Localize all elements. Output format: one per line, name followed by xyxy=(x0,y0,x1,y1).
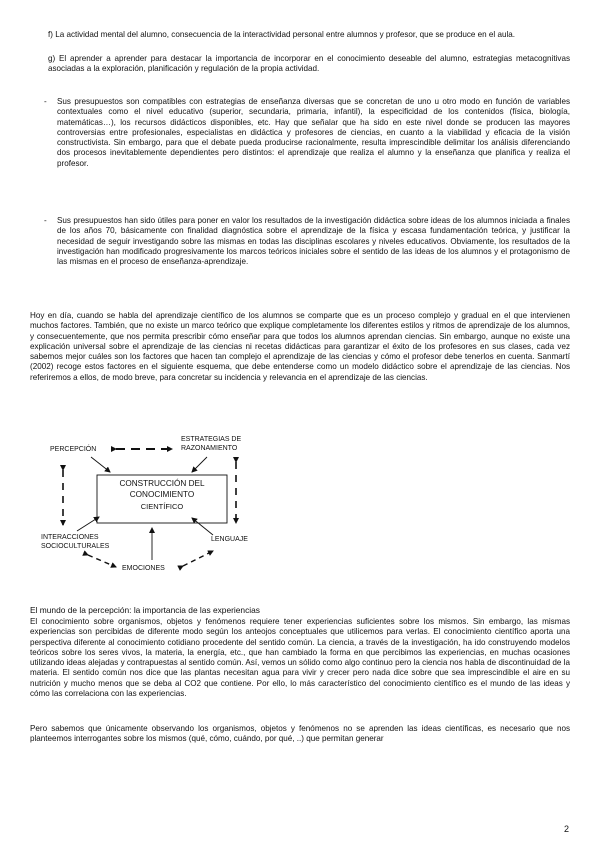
center-label-line2: CONOCIMIENTO xyxy=(129,490,195,499)
page-number: 2 xyxy=(563,824,569,834)
section-heading: El mundo de la percepción: la importancia de las experiencias xyxy=(30,605,260,615)
center-label-line1: CONSTRUCCIÓN DEL xyxy=(119,479,205,488)
paragraph-final: Pero sabemos que únicamente observando los organismos, objetos y fenómenos no se aprenden las ideas científicas, es necesario que nos planteemos interrogantes sobre los mismos (qué, cómo, cuándo, por qué, ..) que permitan generar xyxy=(30,724,570,744)
list-item-f: f) La actividad mental del alumno, consecuencia de la interactividad personal entre alumnos y profesor, que se produce en el aula. xyxy=(48,30,516,39)
arrow-interacciones-emociones xyxy=(88,555,116,567)
bullet-marker: - xyxy=(44,97,47,106)
paragraph-intro: Hoy en día, cuando se habla del aprendizaje científico de los alumnos se comparte que es un proceso complejo y gradual en el que intervienen muchos factores. También, que no existe un marco teórico que explique completamente los diferentes estilos y ritmos de aprendizaje de los alumnos, y consecuentemente, que nos permita prescribir cómo enseñar para que todos los alumnos aprendan ciencias. Sin embargo, aunque no existe una explicación universal sobre el aprendizaje de las ciencias ni recetas didácticas para garantizar el éxito de los profesores en sus clases, cada vez sabemos mejor cuáles son los factores que hacen tan complejo el aprendizaje de las ciencias y cómo el profesor debe tenerlos en cuenta. Sanmartí (2002) recoge estos factores en el siguiente esquema, que debe entenderse como un modelo didáctico sobre el aprendizaje de las ciencias. Nos referiremos a ellos, de modo breve, para concretar su incidencia y relevancia en el aprendizaje de las ciencias. xyxy=(30,311,570,382)
arrow-interacciones-center xyxy=(77,517,99,531)
bullet-compatibles: Sus presupuestos son compatibles con estrategias de enseñanza diversas que se concretan de uno u otro modo en función de variables contextuales como el nivel educativo (superior, secundaria, primaria, infantil), la especificidad de los contenidos (física, biología, matemáticas…), los recursos didácticos disponibles, etc. Hay que señalar que ha sido en este nivel donde se producen las mayores controversias entre profesionales, especialistas en didáctica y profesores de ciencias, en cuanto a la viabilidad y eficacia de la visión constructivista. Sin embargo, para que el debate pueda producirse racionalmente, resulta imprescindible delimitar los análisis diferenciando dos procesos inevitablemente dependientes pero distintos: el aprendizaje que realiza el alumno y la enseñanza que planifica y realiza el profesor. xyxy=(57,97,570,168)
node-lenguaje: LENGUAJE xyxy=(211,536,248,543)
bullet-utiles: Sus presupuestos han sido útiles para poner en valor los resultados de la investigación didáctica sobre ideas de los alumnos iniciada a finales de los años 70, básicamente con finalidad diagnóstica sobre el aprendizaje de la física y escasa fundamentación teórica, y justificar la necesidad de seguir investigando sobre las mismas en todas las disciplinas escolares y niveles educativos. Obviamente, los resultados de la investigación han modificado progresivamente los marcos teóricos iniciales sobre el sentido de las ideas de los alumnos y el protagonismo de las mismas en el proceso de enseñanza-aprendizaje. xyxy=(57,216,570,267)
arrow-estrategias-center xyxy=(192,457,207,472)
node-interacciones-line2: SOCIOCULTURALES xyxy=(41,543,110,550)
node-percepcion: PERCEPCIÓN xyxy=(50,446,97,453)
node-estrategias-line1: ESTRATEGIAS DE xyxy=(181,436,242,443)
arrow-lenguaje-center xyxy=(192,518,213,535)
paragraph-percepcion: El conocimiento sobre organismos, objetos y fenómenos requiere tener experiencias suficientes sobre los mismos. Sin embargo, las mismas experiencias son percibidas de diferente modo según los anteojos conceptuales que utilicemos para verlas. El conocimiento científico aporta una perspectiva diferente al conocimiento cotidiano procedente del sentido común. La ciencia, a través de la investigación, ha ido construyendo modelos teóricos sobre los seres vivos, la materia, la energía, etc., que han cambiado la forma en que percibimos las experiencias, en muchas ocasiones utilizando ideas alejadas y contrapuestas al sentido común. Así, vemos un sólido como algo continuo pero la ciencia nos habla de discontinuidad de la materia. El sentido común nos dice que las plantas necesitan agua para vivir y crecer pero nada dice sobre que sea imprescindible el aire en su nutrición y mucho menos que se deba al CO2 que contiene. Por ello, lo más característico del conocimiento científico es el mundo de las ideas y cómo las correlaciona con las experiencias. xyxy=(30,617,570,699)
node-interacciones-line1: INTERACCIONES xyxy=(41,534,99,541)
list-item-g: g) El aprender a aprender para destacar la importancia de incorporar en el conocimiento deseable del alumno, estrategias metacognitivas asociadas a la exploración, planificación y regulación de la propia actividad. xyxy=(48,54,570,74)
arrow-emociones-lenguaje xyxy=(183,551,213,566)
node-estrategias-line2: RAZONAMIENTO xyxy=(181,445,238,452)
bullet-marker: - xyxy=(44,216,47,225)
center-label-line3: CIENTÍFICO xyxy=(140,502,184,511)
node-emociones: EMOCIONES xyxy=(122,565,165,572)
arrow-percepcion-center xyxy=(91,457,110,472)
